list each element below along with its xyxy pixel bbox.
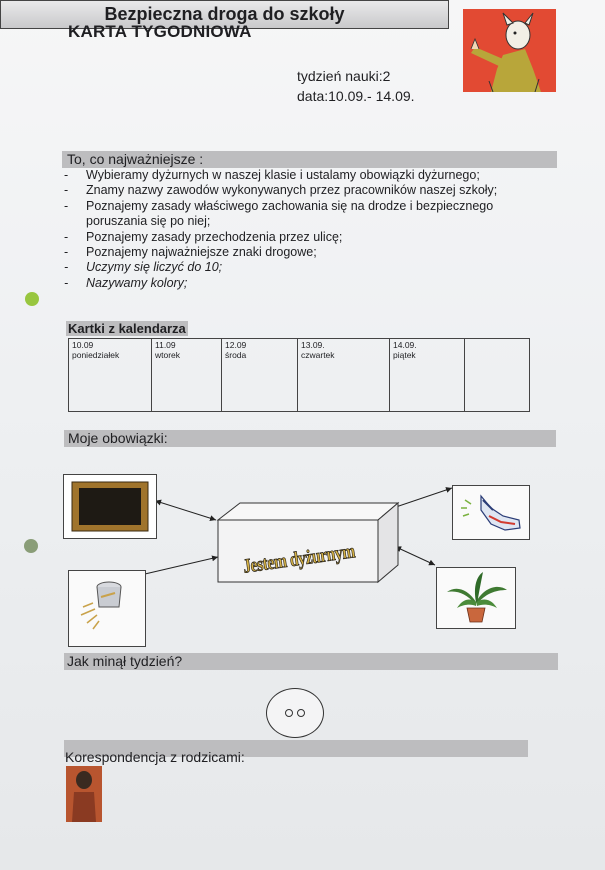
week-label: tydzień nauki:2	[297, 68, 391, 84]
shoe-box	[452, 485, 530, 540]
calendar-day-cell: 14.09. piątek	[390, 339, 465, 412]
calendar-day-cell: 13.09. czwartek	[298, 339, 390, 412]
blackboard-icon	[64, 475, 156, 538]
calendar-day-cell: 10.09 poniedziałek	[69, 339, 152, 412]
goal-item: - Poznajemy zasady właściwego zachowania się na drodze i bezpiecznego poruszania się po niej;	[64, 198, 494, 229]
calendar-day-cell	[465, 339, 530, 412]
parents-heading: Korespondencja z rodzicami:	[65, 749, 245, 765]
date-label: data:10.09.- 14.09.	[297, 88, 415, 104]
binder-hole-top	[25, 292, 39, 306]
blackboard-box	[63, 474, 157, 539]
character-illustration-icon	[463, 9, 556, 92]
goal-item: - Nazywamy kolory;	[64, 275, 188, 290]
shoe-icon	[453, 486, 529, 539]
plant-box	[436, 567, 516, 629]
goal-item: - Poznajemy najważniejsze znaki drogowe;	[64, 245, 317, 260]
page-title: KARTA TYGODNIOWA	[68, 22, 252, 41]
goals-heading: To, co najważniejsze :	[67, 151, 204, 167]
topic-banner: Bezpieczna droga do szkoły	[0, 0, 449, 29]
duty-block-label: Jestem dyżurnym	[241, 540, 357, 578]
mood-face-icon	[266, 688, 324, 738]
calendar-heading: Kartki z kalendarza	[68, 321, 186, 336]
calendar-day-cell: 11.09 wtorek	[152, 339, 222, 412]
duties-heading: Moje obowiązki:	[68, 430, 168, 446]
goal-item: - Uczymy się liczyć do 10;	[64, 260, 223, 275]
review-heading: Jak minął tydzień?	[67, 653, 183, 669]
calendar-day-cell: 12.09 środa	[222, 339, 298, 412]
goals-list	[62, 168, 552, 291]
plant-icon	[437, 568, 515, 628]
binder-hole-bottom	[24, 539, 38, 553]
goal-item: - Znamy nazwy zawodów wykonywanych przez pracowników naszej szkoły;	[64, 183, 498, 198]
goal-item: - Poznajemy zasady przechodzenia przez ulicę;	[64, 229, 343, 244]
parent-figure-icon	[66, 766, 102, 822]
watering-can-box	[68, 570, 146, 647]
goal-item: - Wybieramy dyżurnych w naszej klasie i ustalamy obowiązki dyżurnego;	[64, 168, 480, 182]
calendar-table	[68, 338, 530, 412]
watering-can-icon	[69, 571, 145, 646]
